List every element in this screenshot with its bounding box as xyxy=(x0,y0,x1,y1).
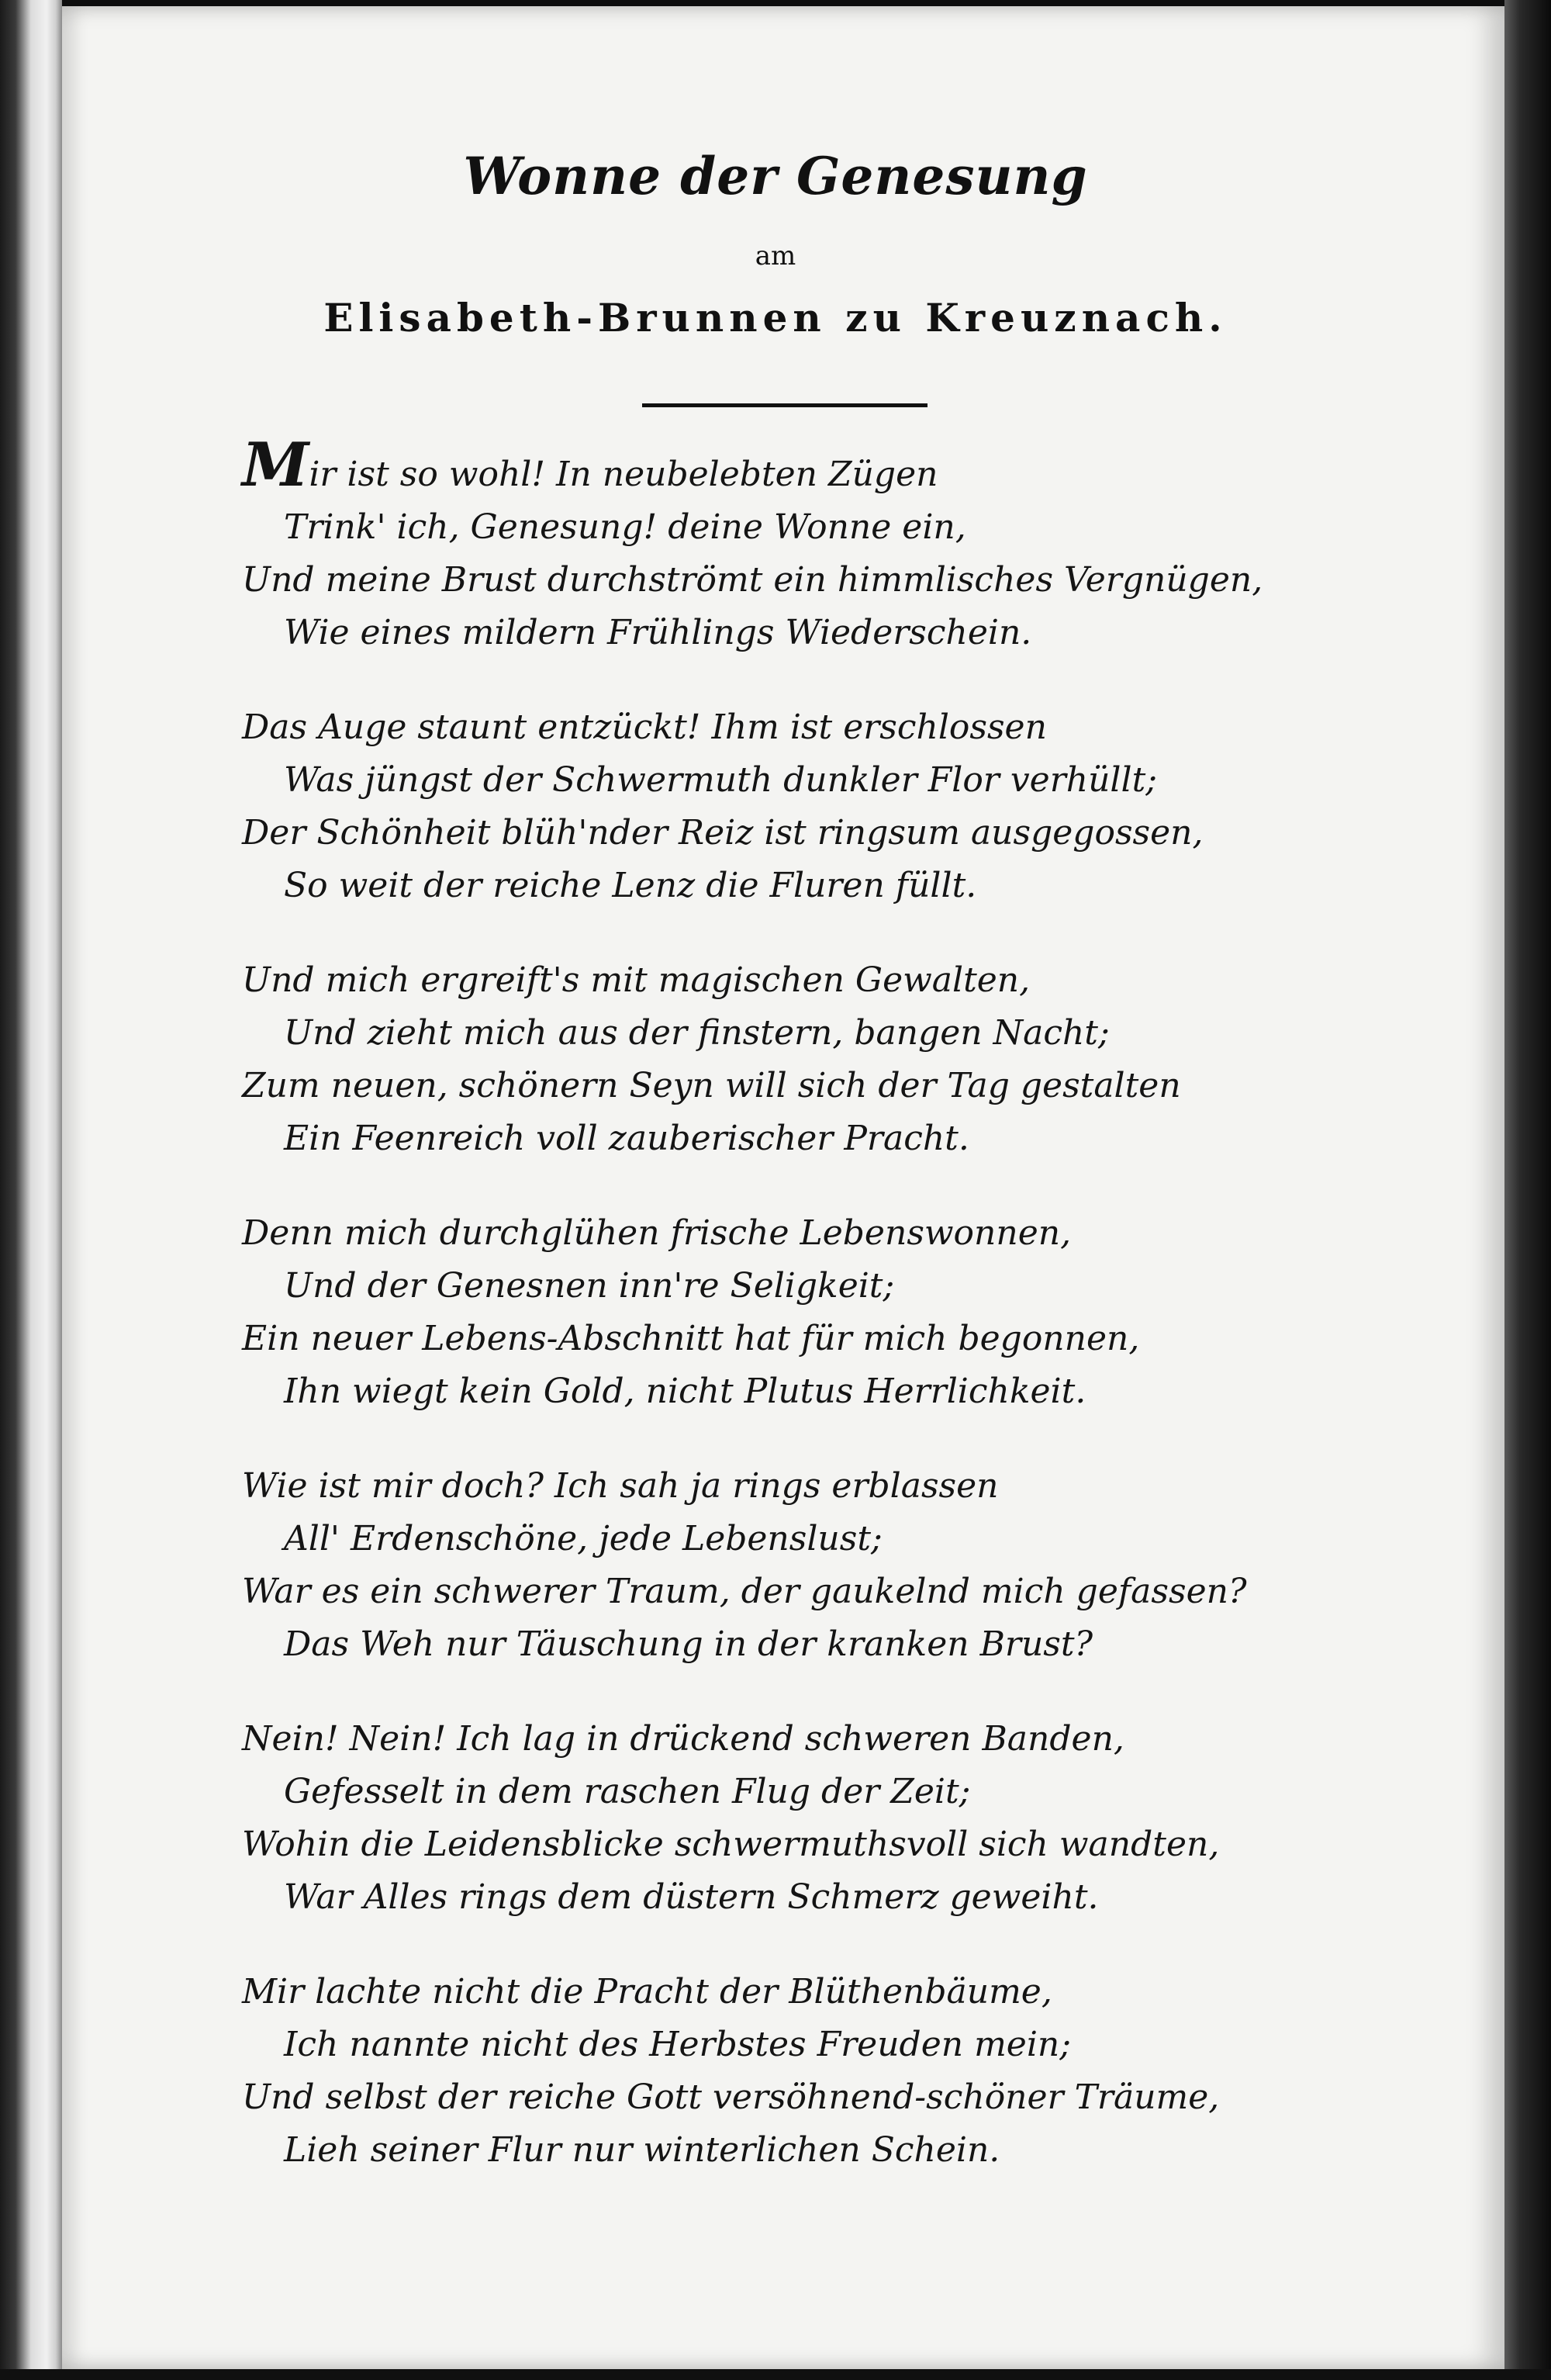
verse-line: Ich nannte nicht des Herbstes Freuden mein; xyxy=(284,2025,1072,2064)
verse-line: So weit der reiche Lenz die Fluren füllt. xyxy=(284,866,977,905)
verse-line: Trink' ich, Genesung! deine Wonne ein, xyxy=(284,507,966,547)
stanza-2 xyxy=(242,701,1343,912)
verse-line: Und zieht mich aus der finstern, bangen Nacht; xyxy=(284,1013,1110,1053)
verse-line: Und mich ergreift's mit magischen Gewalten, xyxy=(242,960,1031,1000)
page-edge xyxy=(1504,0,1551,2380)
verse-line: Und der Genesnen inn're Seligkeit; xyxy=(284,1266,895,1306)
drop-cap: M xyxy=(242,430,309,500)
stanza-5 xyxy=(242,1460,1343,1671)
subtitle-place: Elisabeth-Brunnen zu Kreuznach. xyxy=(323,295,1228,341)
stanza-1 xyxy=(242,430,1343,659)
stanza-3 xyxy=(242,954,1343,1165)
verse-line: Ihn wiegt kein Gold, nicht Plutus Herrlichkeit. xyxy=(284,1372,1086,1411)
verse-line: Lieh seiner Flur nur winterlichen Schein. xyxy=(284,2130,1000,2170)
verse-line: Zum neuen, schönern Seyn will sich der Tag gestalten xyxy=(242,1066,1181,1105)
title-rule xyxy=(642,403,927,407)
verse-line xyxy=(242,430,1343,501)
verse-line: Nein! Nein! Ich lag in drückend schweren Banden, xyxy=(242,1719,1124,1759)
verse-line: Und selbst der reiche Gott versöhnend-schöner Träume, xyxy=(242,2077,1220,2117)
verse-line: Das Weh nur Täuschung in der kranken Brust? xyxy=(284,1624,1093,1664)
verse-line: Wie eines mildern Frühlings Wiederschein. xyxy=(284,613,1032,652)
verse-line: Der Schönheit blüh'nder Reiz ist ringsum ausgegossen, xyxy=(242,813,1204,853)
verse-line: Was jüngst der Schwermuth dunkler Flor verhüllt; xyxy=(284,760,1158,800)
poem-body xyxy=(242,430,1343,2219)
verse-line: Wohin die Leidensblicke schwermuthsvoll sich wandten, xyxy=(242,1825,1220,1864)
verse-line: Wie ist mir doch? Ich sah ja rings erblassen xyxy=(242,1466,999,1506)
stanza-7 xyxy=(242,1966,1343,2177)
verse-line: Gefesselt in dem raschen Flug der Zeit; xyxy=(284,1772,971,1811)
stanza-4 xyxy=(242,1207,1343,1418)
poem-title: Wonne der Genesung xyxy=(463,146,1088,206)
verse-line: Denn mich durchglühen frische Lebenswonnen, xyxy=(242,1213,1072,1253)
verse-line: War es ein schwerer Traum, der gaukelnd mich gefassen? xyxy=(242,1572,1247,1611)
verse-line: All' Erdenschöne, jede Lebenslust; xyxy=(284,1519,883,1558)
verse-line: War Alles rings dem düstern Schmerz geweiht. xyxy=(284,1877,1099,1917)
verse-line: Und meine Brust durchströmt ein himmlisches Vergnügen, xyxy=(242,560,1263,600)
verse-line: Ein neuer Lebens-Abschnitt hat für mich begonnen, xyxy=(242,1319,1140,1358)
verse-line-text: ir ist so wohl! In neubelebten Zügen xyxy=(309,455,938,494)
book-spine xyxy=(0,0,62,2380)
verse-line: Mir lachte nicht die Pracht der Blüthenbäume, xyxy=(242,1972,1052,2012)
bottom-edge xyxy=(0,2369,1551,2380)
verse-line: Ein Feenreich voll zauberischer Pracht. xyxy=(284,1119,969,1158)
stanza-6 xyxy=(242,1713,1343,1924)
subtitle-am: am xyxy=(755,240,796,272)
verse-line: Das Auge staunt entzückt! Ihm ist erschlossen xyxy=(242,707,1047,747)
